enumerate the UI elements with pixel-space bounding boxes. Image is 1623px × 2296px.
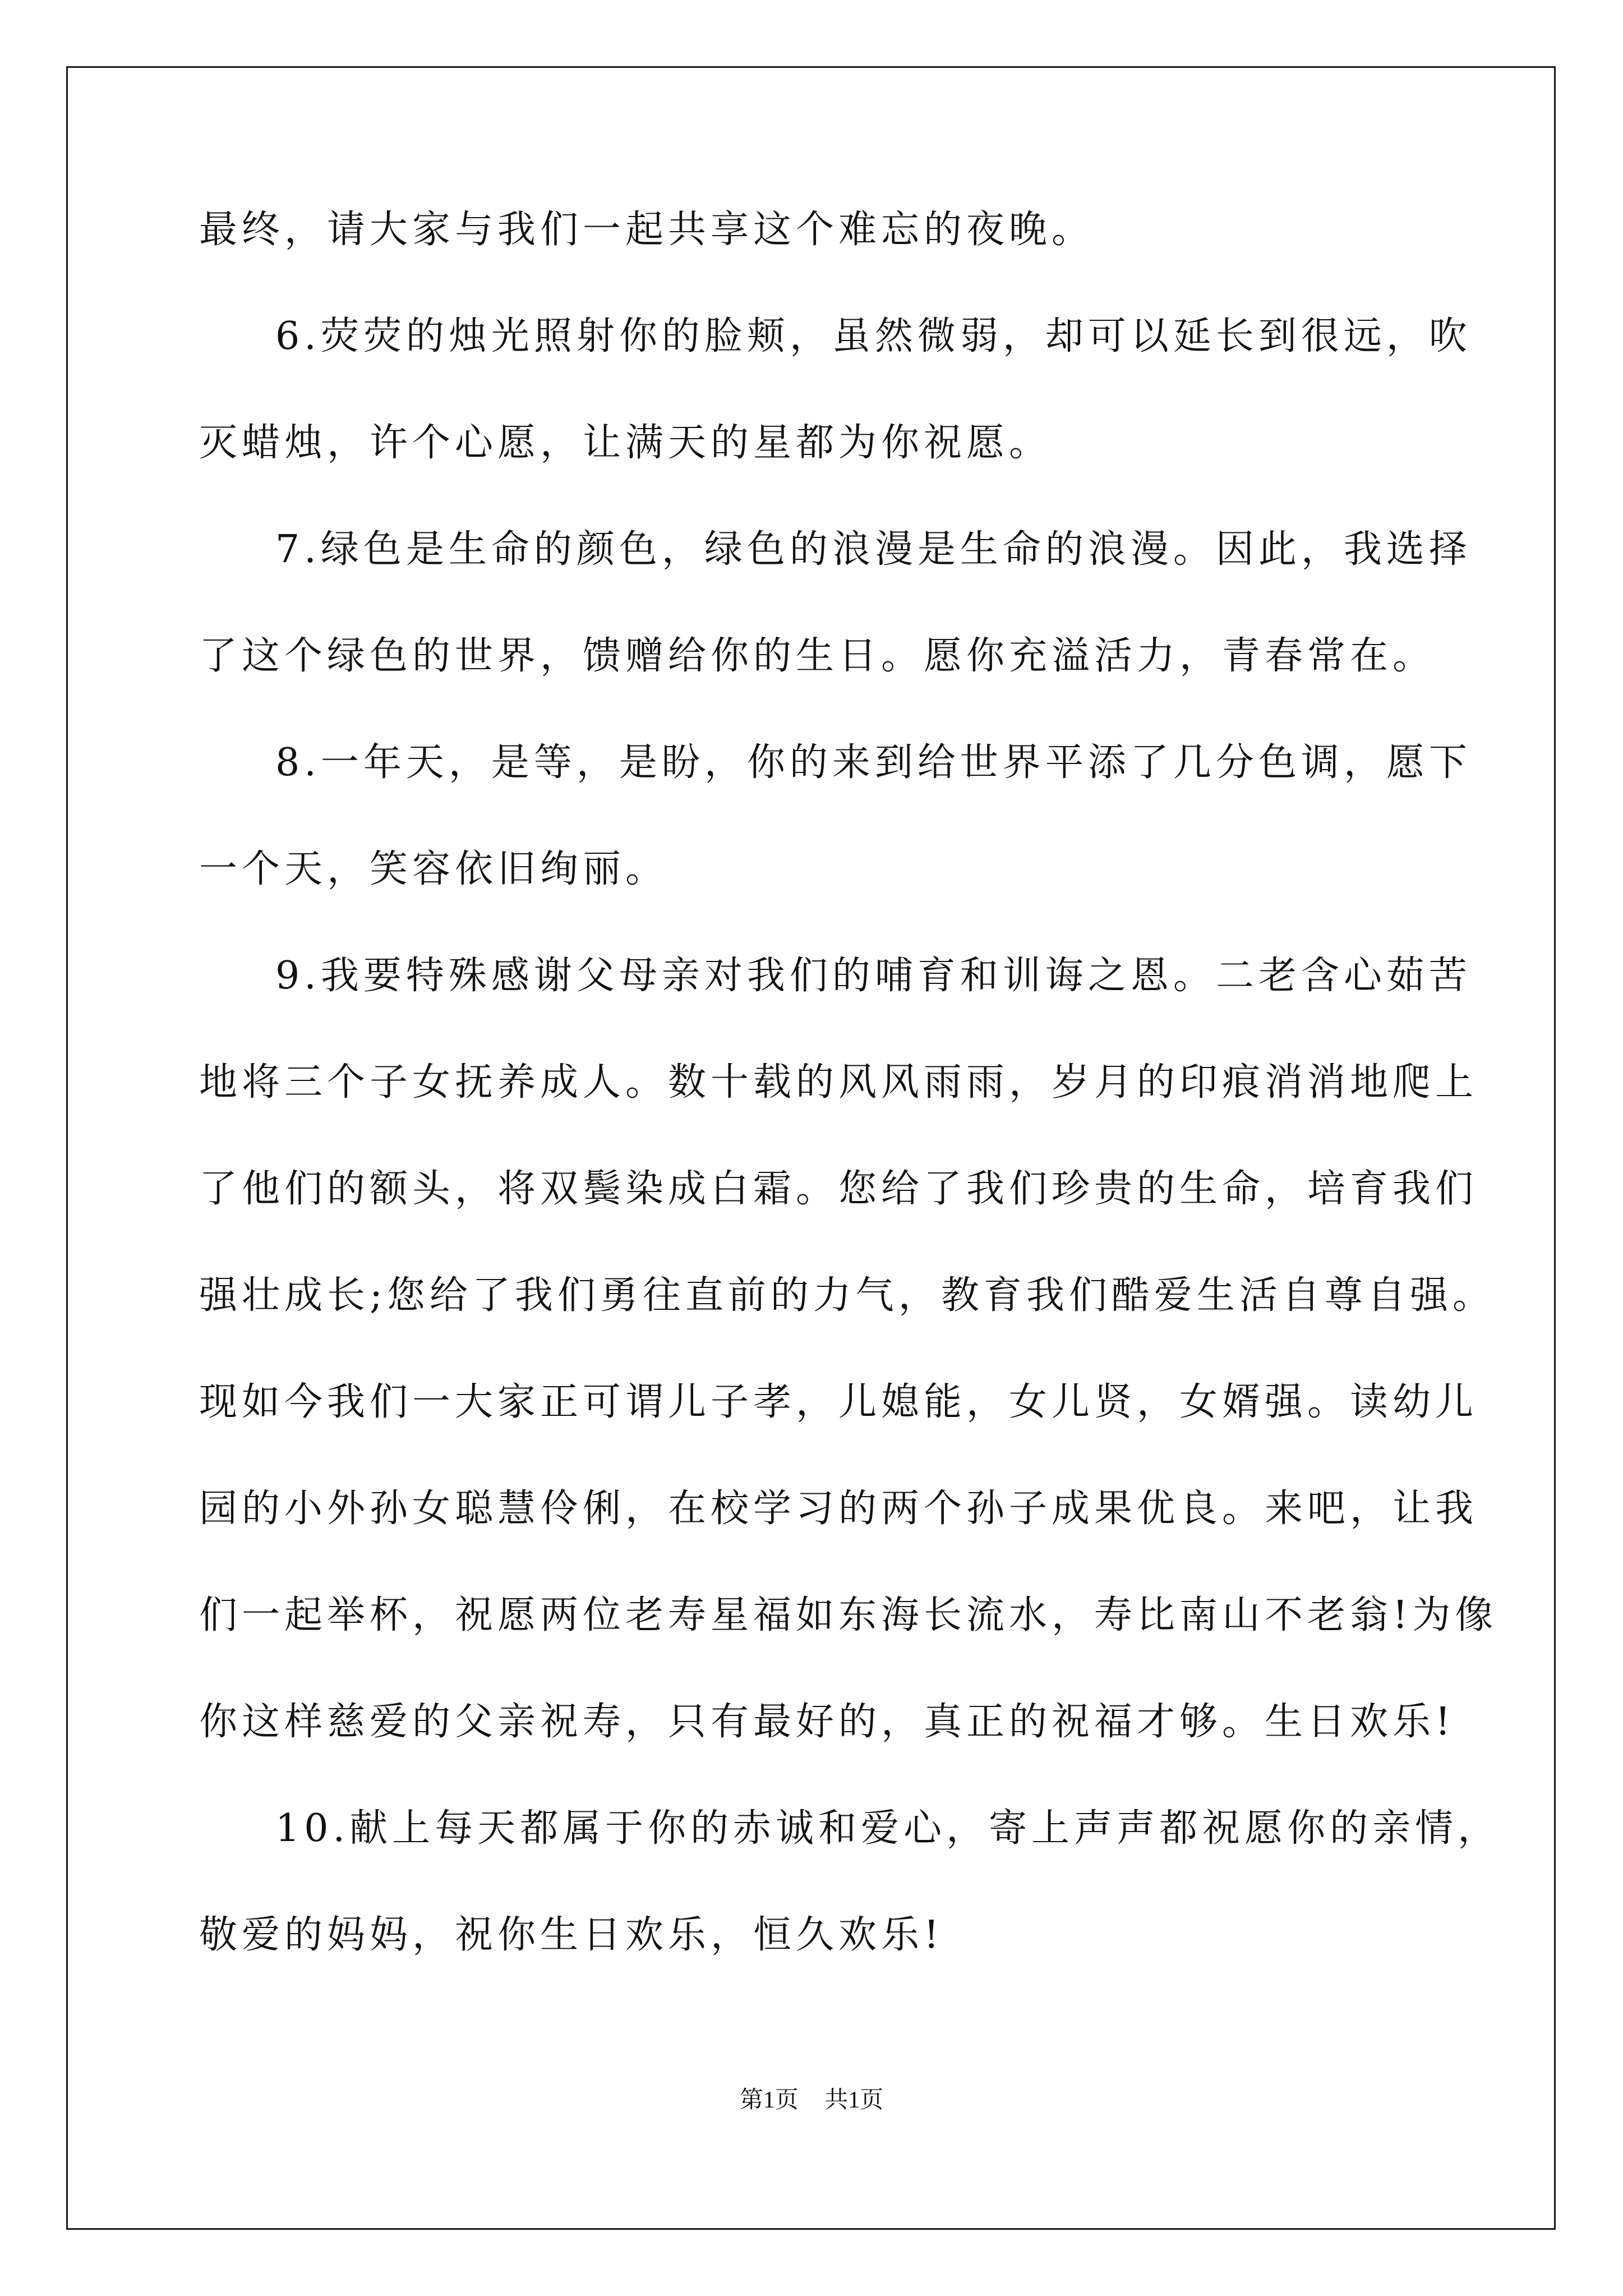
paragraph-line: 园的小外孙女聪慧伶俐，在校学习的两个孙子成果优良。来吧，让我 <box>199 1487 1478 1531</box>
paragraph-line: 灭蜡烛，许个心愿，让满天的星都为你祝愿。 <box>199 421 1052 465</box>
paragraph-line: 10.献上每天都属于你的赤诚和爱心，寄上声声都祝愿你的亲情， <box>275 1806 1501 1851</box>
paragraph-line: 7.绿色是生命的颜色，绿色的浪漫是生命的浪漫。因此，我选择 <box>275 527 1472 572</box>
page-border <box>66 66 1556 2230</box>
paragraph-line: 强壮成长;您给了我们勇往直前的力气，教育我们酷爱生活自尊自强。 <box>199 1273 1495 1318</box>
paragraph-line: 敬爱的妈妈，祝你生日欢乐，恒久欢乐! <box>199 1913 944 1957</box>
paragraph-line: 现如今我们一大家正可谓儿子孝，儿媳能，女儿贤，女婿强。读幼儿 <box>199 1380 1478 1424</box>
paragraph-line: 9.我要特殊感谢父母亲对我们的哺育和训诲之恩。二老含心茹苦 <box>275 954 1472 998</box>
paragraph-line: 最终，请大家与我们一起共享这个难忘的夜晚。 <box>199 208 1095 252</box>
paragraph-line: 一个天，笑容依旧绚丽。 <box>199 847 668 891</box>
paragraph-line: 了他们的额头，将双鬓染成白霜。您给了我们珍贵的生命，培育我们 <box>199 1167 1478 1211</box>
paragraph-line: 地将三个子女抚养成人。数十载的风风雨雨，岁月的印痕消消地爬上 <box>199 1060 1478 1105</box>
paragraph-line: 了这个绿色的世界，馈赠给你的生日。愿你充溢活力，青春常在。 <box>199 634 1436 678</box>
page-number: 第1页 <box>739 2087 799 2113</box>
paragraph-line: 你这样慈爱的父亲祝寿，只有最好的，真正的祝福才够。生日欢乐! <box>199 1700 1455 1744</box>
paragraph-line: 8.一年天，是等，是盼，你的来到给世界平添了几分色调，愿下 <box>275 740 1472 785</box>
paragraph-line: 6.荧荧的烛光照射你的脸颊，虽然微弱，却可以延长到很远，吹 <box>275 314 1472 358</box>
page-footer <box>0 2083 1623 2117</box>
paragraph-line: 们一起举杯，祝愿两位老寿星福如东海长流水，寿比南山不老翁!为像 <box>199 1593 1498 1637</box>
page-total: 共1页 <box>824 2087 884 2113</box>
